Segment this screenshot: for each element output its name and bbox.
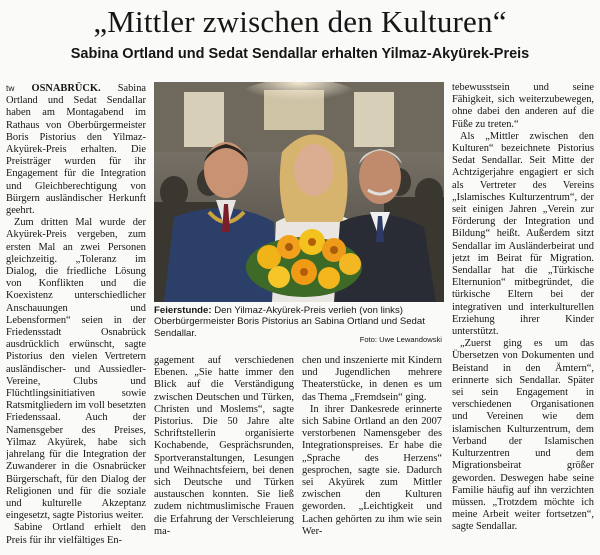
article-column-4: [452, 82, 594, 552]
article-paragraph: tebewusstsein und seine Fähigkeit, sich weiterzubewegen, ohne dabei den anderen auf die Füße zu treten.“: [452, 82, 594, 130]
article-paragraph: Zum dritten Mal wurde der Akyürek-Preis vergeben, zum ersten Mal an zwei Personen gleichzeitig. „Toleranz im Dialog, die friedliche Lösung von Konflikten und die Koexistenz unterschiedlicher Anschauungen und Lebensformen“ seien in der Friedensstadt Osnabrück ausdrücklich erwünscht, sagte Pistorius den vielen Vertretern ausländischer- und Aussiedler-Vereine, Clubs und Flüchtlingsinitiativen sowie Ratsmitgliedern im voll besetzten Friedenssaal. Auch der Namensgeber des Preises, Yilmaz Akyürek, habe sich jahrelang für die Integration der Zuwanderer in die Osnabrücker Bürgerschaft, für den Dialog der Religionen und für die soziale und kulturelle Akzeptanz eingesetzt, sagte Pistorius weiter.: [6, 217, 146, 522]
article-paragraph: Als „Mittler zwischen den Kulturen“ bezeichnete Pistorius Sedat Sendallar. Seit Mitte der Achtzigerjahre engagiert er sich als Vertreter des Vereins „Islamisches Kulturzentrum“, der seit einigen Jahren „Verein zur Förderung der Integration und Bildung“ heißt. Außerdem sitzt Sendallar im Ausländerbeirat und jetzt im Beirat für Migration. Sendallar hat die „Türkische Elternunion“ mitbegründet, die türkische Eltern bei der integrativen und interkulturellen Erziehung ihrer Kinder unterstützt.: [452, 130, 594, 338]
caption-text: Den Yilmaz-Akyürek-Preis verlieh (von links) Oberbürgermeister Boris Pistorius an Sabina Ortland und Sedat Sendallar.: [154, 305, 425, 339]
article-paragraph: In ihrer Dankesrede erinnerte sich Sabine Ortland an den 2007 verstorbenen Namensgeber des Integrationspreises. Er habe die „Sprache des Herzens“ gesprochen, sagte sie. Dadurch sei Akyürek zum Mittler zwischen den Kulturen geworden. „Leichtigkeit und Lachen gehörten zu ihm wie sein Wer-: [302, 403, 442, 537]
article-paragraph: chen und inszenierte mit Kindern und Jugendlichen mehrere Theaterstücke, in denen es um das Thema „Fremdsein“ ging.: [302, 355, 442, 403]
article-paragraph: [6, 82, 146, 217]
article-paragraph: gagement auf verschiedenen Ebenen. „Sie hatte immer den Blick auf die Verständigung zwischen Deutschen und Türken, Christen und Moslems“, sagte Pistorius. Die 50 Jahre alte Schriftstellerin organisierte Kochabende, Gesprächsrunden, Sportveranstaltungen, Lesungen und Weihnachtsfeiern, bei denen sich Deutsche und Türken austauschen konnten. Sie ließ zudem nichtmuslimische Frauen die Erfahrung der Verschleierung ma-: [154, 355, 294, 537]
article-paragraph: Sabine Ortland erhielt den Preis für ihr vielfältiges En-: [6, 522, 146, 546]
article-photo: [154, 82, 444, 302]
subheadline: Sabina Ortland und Sedat Sendallar erhalten Yilmaz-Akyürek-Preis: [70, 46, 530, 62]
caption-label: Feierstunde:: [154, 305, 212, 316]
award-ceremony-photo: [154, 82, 444, 302]
article-column-1: [6, 82, 146, 552]
article-column-3: [302, 355, 442, 553]
article-column-2: [154, 355, 294, 553]
paragraph-text: Sabina Ortland und Sedat Sendallar haben am Montagabend im Rathaus von Oberbürgermeister Boris Pistorius den Yilmaz-Akyürek-Preis erhalten. Die Preisträger wurden für ihr Engagement für die Integration und Gleichberechtigung von Bürgern ausländischer Herkunft geehrt.: [6, 83, 146, 217]
article-paragraph: „Zuerst ging es um das Übersetzen von Dokumenten und Beistand in den Ämtern“, erinnerte sich Sendallar. Später sei sein Engagement in verschiedenen Organisationen und Vereinen wie dem islamischen Kulturzentrum, dem Verband der Islamischen Kulturzentren und dem Migrationsbeirat größer geworden. Deswegen habe seine Familie häufig auf ihn verzichten müssen. „Trotzdem möchte ich meine Arbeit weiter fortsetzen“, sagte Sendallar.: [452, 338, 594, 533]
headline: „Mittler zwischen den Kulturen“: [93, 4, 507, 39]
dateline-city: OSNABRÜCK.: [31, 83, 101, 94]
dateline-author: tw: [6, 83, 15, 93]
photo-credit: Foto: Uwe Lewandowski: [359, 335, 442, 344]
